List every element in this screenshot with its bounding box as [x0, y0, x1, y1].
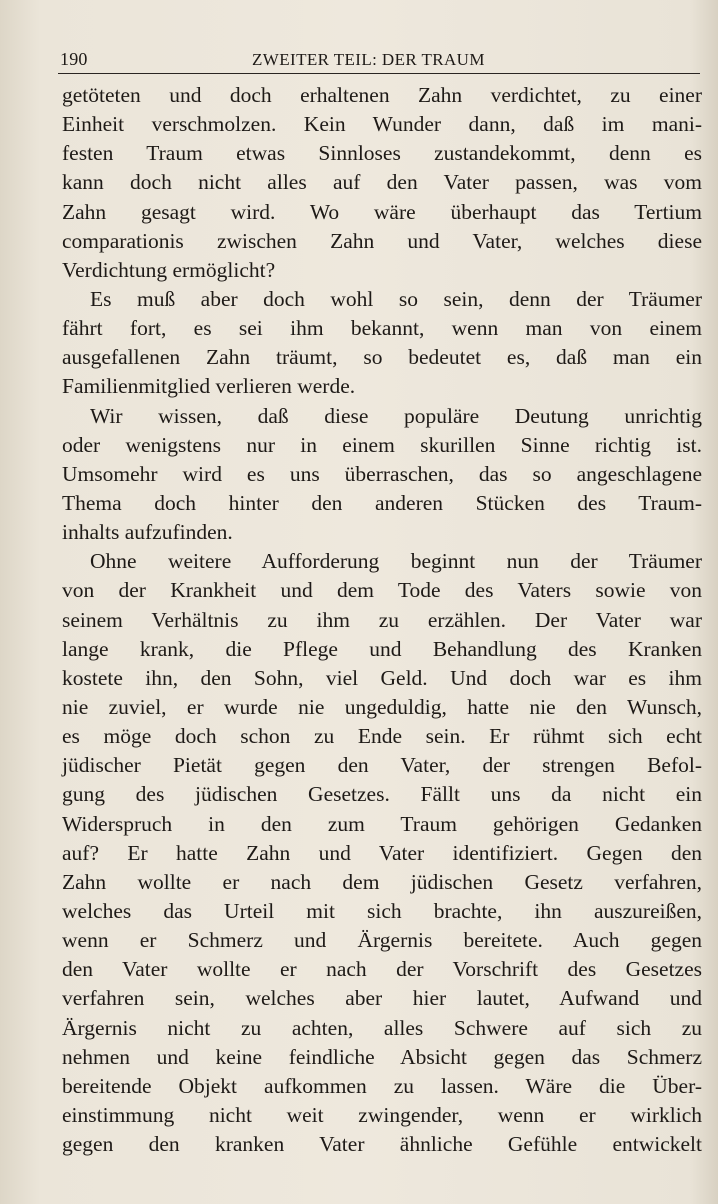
- body-text: [62, 81, 702, 1159]
- paragraph-first-line: Es muß aber doch wohl so sein, denn der Träumer: [90, 286, 702, 311]
- text-line: nehmen und keine feindliche Absicht gegen das Schmerz: [62, 1044, 702, 1069]
- text-line: jüdischer Pietät gegen den Vater, der strengen Befol-: [62, 753, 702, 778]
- paragraph-first-line: Ohne weitere Aufforderung beginnt nun der Träumer: [90, 549, 702, 574]
- paragraph-first-line: Wir wissen, daß diese populäre Deutung unrichtig: [90, 403, 702, 428]
- text-line: es möge doch schon zu Ende sein. Er rühmt sich echt: [62, 724, 702, 749]
- text-line: ausgefallenen Zahn träumt, so bedeutet es, daß man ein: [62, 345, 702, 370]
- text-line: kann doch nicht alles auf den Vater passen, was vom: [62, 170, 702, 195]
- text-line: Thema doch hinter den anderen Stücken des Traum-: [62, 490, 702, 515]
- text-line: Verdichtung ermöglicht?: [62, 257, 276, 282]
- text-line: Einheit verschmolzen. Kein Wunder dann, daß im mani-: [62, 112, 702, 137]
- text-line: inhalts aufzufinden.: [62, 520, 233, 545]
- text-line: verfahren sein, welches aber hier lautet, Aufwand und: [62, 986, 702, 1011]
- text-line: auf? Er hatte Zahn und Vater identifiziert. Gegen den: [62, 840, 702, 865]
- page-number: 190: [60, 49, 88, 69]
- text-line: Zahn gesagt wird. Wo wäre überhaupt das Tertium: [62, 199, 702, 224]
- page-header: [60, 49, 700, 73]
- text-line: bereitende Objekt aufkommen zu lassen. Wäre die Über-: [62, 1073, 702, 1098]
- text-line: festen Traum etwas Sinnloses zustandekommt, denn es: [62, 141, 702, 166]
- text-line: Ärgernis nicht zu achten, alles Schwere auf sich zu: [62, 1015, 702, 1040]
- text-line: Zahn wollte er nach dem jüdischen Gesetz verfahren,: [62, 869, 702, 894]
- text-line: einstimmung nicht weit zwingender, wenn er wirklich: [62, 1102, 702, 1127]
- text-line: gegen den kranken Vater ähnliche Gefühle entwickelt: [62, 1132, 702, 1157]
- text-line: den Vater wollte er nach der Vorschrift des Gesetzes: [62, 957, 702, 982]
- text-line: wenn er Schmerz und Ärgernis bereitete. Auch gegen: [62, 928, 702, 953]
- running-title: ZWEITER TEIL: DER TRAUM: [252, 50, 485, 69]
- text-line: lange krank, die Pflege und Behandlung des Kranken: [62, 636, 702, 661]
- text-line: seinem Verhältnis zu ihm zu erzählen. Der Vater war: [62, 607, 702, 632]
- text-line: Widerspruch in den zum Traum gehörigen Gedanken: [62, 811, 702, 836]
- header-rule: [58, 73, 700, 74]
- text-line: comparationis zwischen Zahn und Vater, welches diese: [62, 228, 702, 253]
- text-line: oder wenigstens nur in einem skurillen Sinne richtig ist.: [62, 432, 702, 457]
- text-line: fährt fort, es sei ihm bekannt, wenn man von einem: [62, 316, 702, 341]
- text-line: Familienmitglied verlieren werde.: [62, 374, 356, 399]
- text-line: kostete ihn, den Sohn, viel Geld. Und doch war es ihm: [62, 665, 702, 690]
- text-line: getöteten und doch erhaltenen Zahn verdichtet, zu einer: [62, 83, 702, 107]
- text-line: nie zuviel, er wurde nie ungeduldig, hatte nie den Wunsch,: [62, 694, 702, 719]
- text-line: welches das Urteil mit sich brachte, ihn auszureißen,: [62, 898, 702, 923]
- text-line: von der Krankheit und dem Tode des Vaters sowie von: [62, 578, 702, 603]
- text-line: gung des jüdischen Gesetzes. Fällt uns da nicht ein: [62, 782, 702, 807]
- text-line: Umsomehr wird es uns überraschen, das so angeschlagene: [62, 461, 702, 486]
